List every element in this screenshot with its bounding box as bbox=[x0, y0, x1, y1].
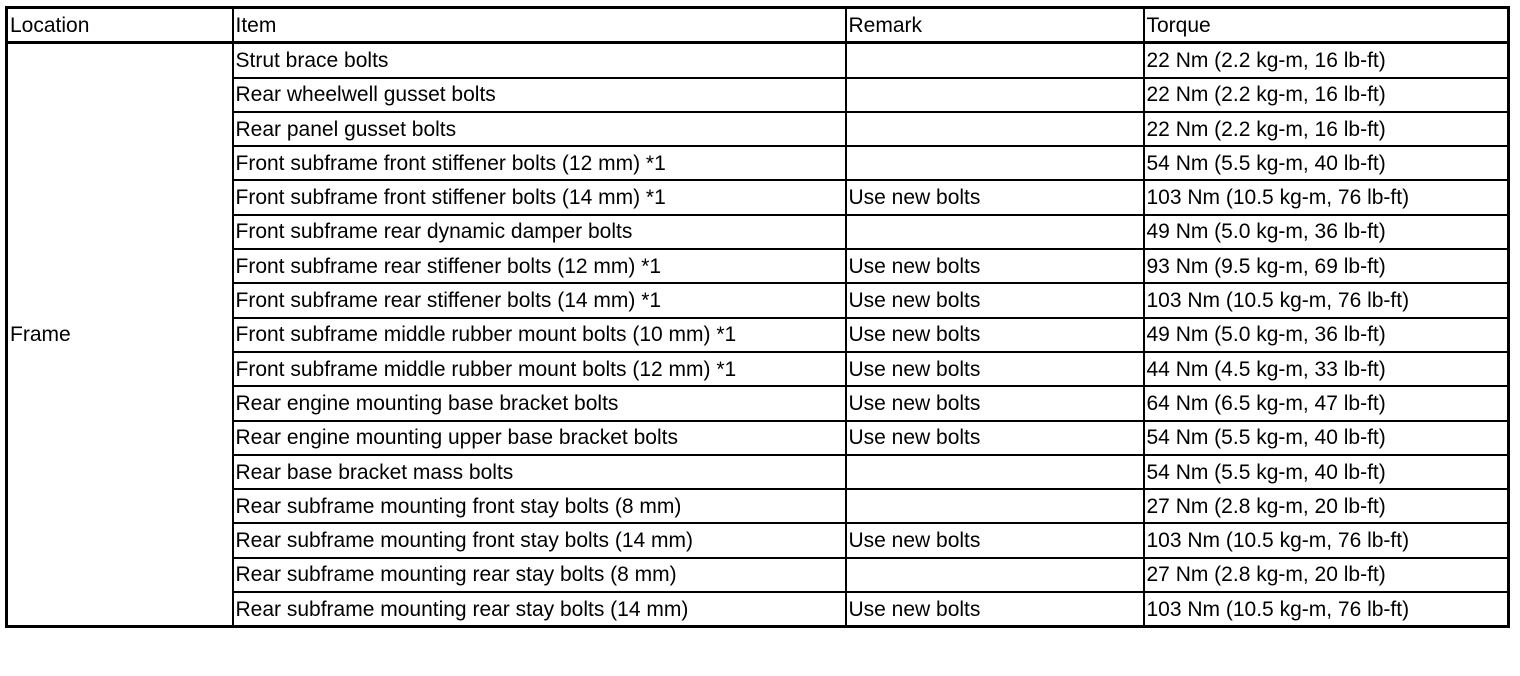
torque-cell: 22 Nm (2.2 kg-m, 16 lb-ft) bbox=[1144, 112, 1509, 146]
remark-cell: Use new bolts bbox=[846, 421, 1144, 455]
remark-cell bbox=[846, 489, 1144, 523]
item-cell: Front subframe rear stiffener bolts (14 mm) *1 bbox=[233, 283, 846, 317]
torque-cell: 103 Nm (10.5 kg-m, 76 lb-ft) bbox=[1144, 180, 1509, 214]
remark-cell bbox=[846, 78, 1144, 112]
remark-cell: Use new bolts bbox=[846, 386, 1144, 420]
torque-cell: 93 Nm (9.5 kg-m, 69 lb-ft) bbox=[1144, 249, 1509, 283]
item-cell: Front subframe front stiffener bolts (14 mm) *1 bbox=[233, 180, 846, 214]
remark-cell: Use new bolts bbox=[846, 523, 1144, 557]
header-item: Item bbox=[233, 8, 846, 43]
table-row bbox=[7, 112, 1509, 146]
remark-cell: Use new bolts bbox=[846, 318, 1144, 352]
item-cell: Front subframe middle rubber mount bolts (10 mm) *1 bbox=[233, 318, 846, 352]
item-cell: Rear subframe mounting front stay bolts (14 mm) bbox=[233, 523, 846, 557]
table-row bbox=[7, 592, 1509, 627]
table-row bbox=[7, 523, 1509, 557]
table-row bbox=[7, 215, 1509, 249]
item-cell: Strut brace bolts bbox=[233, 43, 846, 78]
torque-cell: 22 Nm (2.2 kg-m, 16 lb-ft) bbox=[1144, 78, 1509, 112]
table-body bbox=[7, 43, 1509, 627]
torque-cell: 54 Nm (5.5 kg-m, 40 lb-ft) bbox=[1144, 455, 1509, 489]
table-row bbox=[7, 386, 1509, 420]
torque-cell: 44 Nm (4.5 kg-m, 33 lb-ft) bbox=[1144, 352, 1509, 386]
torque-cell: 27 Nm (2.8 kg-m, 20 lb-ft) bbox=[1144, 558, 1509, 592]
torque-spec-table bbox=[5, 6, 1510, 628]
torque-cell: 49 Nm (5.0 kg-m, 36 lb-ft) bbox=[1144, 215, 1509, 249]
header-remark: Remark bbox=[846, 8, 1144, 43]
remark-cell: Use new bolts bbox=[846, 592, 1144, 627]
table-row bbox=[7, 146, 1509, 180]
header-row bbox=[7, 8, 1509, 43]
item-cell: Rear panel gusset bolts bbox=[233, 112, 846, 146]
torque-cell: 103 Nm (10.5 kg-m, 76 lb-ft) bbox=[1144, 283, 1509, 317]
table-row bbox=[7, 455, 1509, 489]
torque-cell: 54 Nm (5.5 kg-m, 40 lb-ft) bbox=[1144, 421, 1509, 455]
table-row bbox=[7, 283, 1509, 317]
remark-cell bbox=[846, 146, 1144, 180]
remark-cell: Use new bolts bbox=[846, 352, 1144, 386]
remark-cell bbox=[846, 112, 1144, 146]
remark-cell: Use new bolts bbox=[846, 180, 1144, 214]
item-cell: Front subframe front stiffener bolts (12 mm) *1 bbox=[233, 146, 846, 180]
torque-cell: 54 Nm (5.5 kg-m, 40 lb-ft) bbox=[1144, 146, 1509, 180]
torque-cell: 27 Nm (2.8 kg-m, 20 lb-ft) bbox=[1144, 489, 1509, 523]
table-row bbox=[7, 249, 1509, 283]
torque-cell: 103 Nm (10.5 kg-m, 76 lb-ft) bbox=[1144, 523, 1509, 557]
torque-cell: 22 Nm (2.2 kg-m, 16 lb-ft) bbox=[1144, 43, 1509, 78]
item-cell: Rear subframe mounting rear stay bolts (8 mm) bbox=[233, 558, 846, 592]
remark-cell bbox=[846, 558, 1144, 592]
remark-cell bbox=[846, 455, 1144, 489]
item-cell: Front subframe rear dynamic damper bolts bbox=[233, 215, 846, 249]
item-cell: Rear engine mounting base bracket bolts bbox=[233, 386, 846, 420]
table-row bbox=[7, 489, 1509, 523]
table-row bbox=[7, 78, 1509, 112]
item-cell: Rear base bracket mass bolts bbox=[233, 455, 846, 489]
remark-cell bbox=[846, 215, 1144, 249]
item-cell: Rear subframe mounting rear stay bolts (14 mm) bbox=[233, 592, 846, 627]
remark-cell: Use new bolts bbox=[846, 249, 1144, 283]
torque-cell: 49 Nm (5.0 kg-m, 36 lb-ft) bbox=[1144, 318, 1509, 352]
table-row bbox=[7, 558, 1509, 592]
item-cell: Rear engine mounting upper base bracket bolts bbox=[233, 421, 846, 455]
torque-cell: 103 Nm (10.5 kg-m, 76 lb-ft) bbox=[1144, 592, 1509, 627]
item-cell: Rear wheelwell gusset bolts bbox=[233, 78, 846, 112]
header-location: Location bbox=[7, 8, 233, 43]
table-row bbox=[7, 180, 1509, 214]
torque-cell: 64 Nm (6.5 kg-m, 47 lb-ft) bbox=[1144, 386, 1509, 420]
item-cell: Front subframe middle rubber mount bolts (12 mm) *1 bbox=[233, 352, 846, 386]
item-cell: Front subframe rear stiffener bolts (12 mm) *1 bbox=[233, 249, 846, 283]
remark-cell: Use new bolts bbox=[846, 283, 1144, 317]
table-row bbox=[7, 421, 1509, 455]
item-cell: Rear subframe mounting front stay bolts (8 mm) bbox=[233, 489, 846, 523]
table-row bbox=[7, 318, 1509, 352]
remark-cell bbox=[846, 43, 1144, 78]
table-row bbox=[7, 43, 1509, 78]
header-torque: Torque bbox=[1144, 8, 1509, 43]
table-row bbox=[7, 352, 1509, 386]
location-cell: Frame bbox=[7, 43, 233, 627]
